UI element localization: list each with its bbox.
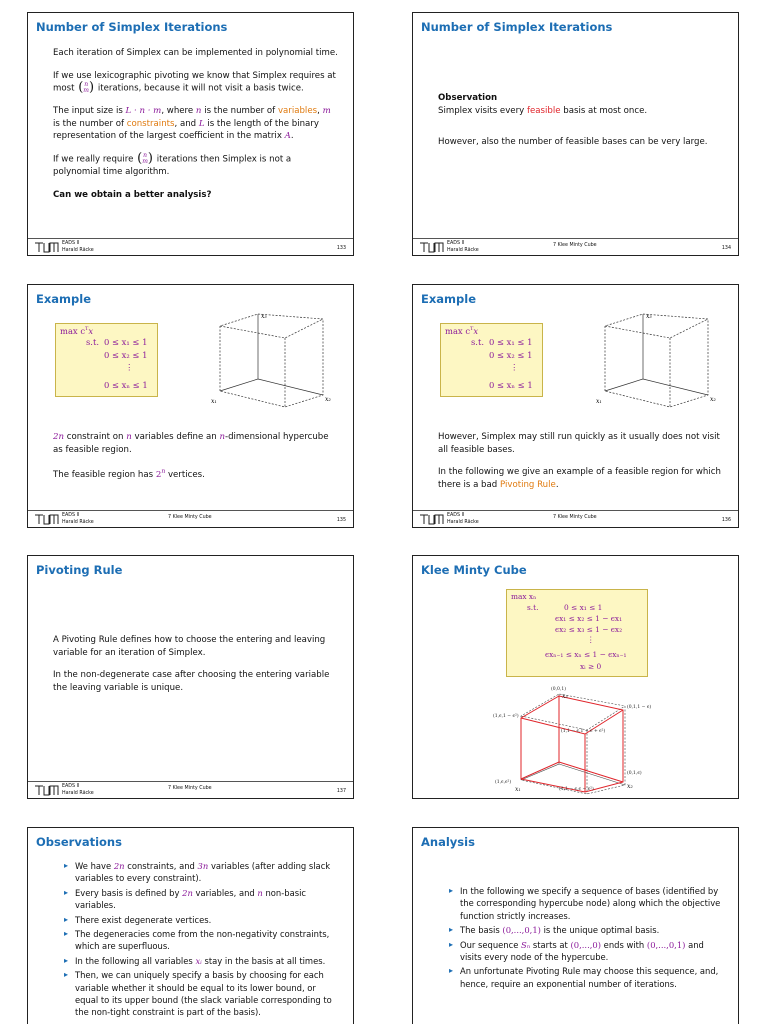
- vertex-label: (0,1,1 − ϵ): [627, 705, 652, 710]
- tum-logo-icon: [34, 514, 60, 525]
- bullet-list: [64, 860, 339, 1019]
- slide-title: Observations: [36, 835, 122, 849]
- slide-footer: [413, 510, 738, 527]
- paragraph: However, Simplex may still run quickly as it usually does not visit all feasible bases.: [438, 432, 720, 455]
- lp-box: max xₙ s.t. 0 ≤ x₁ ≤ 1 ϵx₁ ≤ x₂ ≤ 1 − ϵx₁ ϵx₂ ≤ x₃ ≤ 1 − ϵx₂ ⋮ ϵxₙ₋₁ ≤ xₙ ≤ 1 − ϵxₙ₋₁ xᵢ ≥ 0: [506, 589, 648, 677]
- page-number: 135: [336, 518, 346, 523]
- slide-title: Example: [36, 292, 91, 306]
- slide-134: [412, 12, 739, 256]
- cube-edges: [220, 314, 323, 407]
- hypercube-figure: [208, 309, 338, 409]
- slide-footer: [28, 781, 353, 798]
- binomial-coefficient: (n m): [137, 151, 153, 167]
- list-item: ▸ Then, we can uniquely specify a basis by choosing for each variable whether it should be equal to its lower bound, or equal to its upper bound (the slack variable corresponding to the non-tight constraint is part of the basis).: [64, 969, 339, 1019]
- axis-label-x3: x₃: [261, 313, 267, 320]
- footer-section: 7 Klee Minty Cube: [168, 515, 212, 520]
- vertex-label: (1,ϵ,ϵ²): [495, 780, 512, 785]
- axis-label-x1: x₁: [211, 398, 217, 405]
- axis-label-x2: x₂: [710, 396, 716, 403]
- axis-label-x2: x₂: [627, 783, 633, 790]
- footer-author: Harald Räcke: [62, 519, 94, 525]
- slide-138: [412, 555, 739, 799]
- list-item: ▸ The basis (0,...,0,1) is the unique optimal basis.: [449, 924, 724, 936]
- paragraph: 2n constraint on n variables define an n-dimensional hypercube as feasible region.: [53, 432, 329, 455]
- axis-label-x3: x₃: [562, 693, 568, 700]
- vertex-label: (0,0,1): [551, 687, 566, 692]
- paragraph: In the non-degenerate case after choosing the entering variable the leaving variable is unique.: [53, 670, 330, 693]
- vertex-label: (0,1,ϵ): [627, 771, 642, 776]
- footer-author: Harald Räcke: [62, 790, 94, 796]
- footer-section: 7 Klee Minty Cube: [553, 243, 597, 248]
- page-number: 134: [721, 246, 731, 251]
- slide-title: Number of Simplex Iterations: [421, 20, 613, 34]
- axis-label-x1: x₁: [596, 398, 602, 405]
- slide-body: [53, 431, 339, 492]
- slide-139: [27, 827, 354, 1024]
- list-item: ▸ In the following all variables xᵢ stay in the basis at all times.: [64, 955, 339, 967]
- list-item: ▸ An unfortunate Pivoting Rule may choose this sequence, and, hence, require an exponential number of iterations.: [449, 965, 724, 990]
- list-item: ▸ In the following we specify a sequence of bases (identified by the corresponding hypercube node) along which the objective function strictly increases.: [449, 885, 724, 922]
- paragraph: Each iteration of Simplex can be implemented in polynomial time.: [53, 48, 338, 58]
- lp-box: $\max c^Tx$ s.t. 0 ≤ x₁ ≤ 1 0 ≤ x₂ ≤ 1 ⋮ 0 ≤ xₙ ≤ 1: [55, 323, 158, 397]
- slide-title: Example: [421, 292, 476, 306]
- slide-body: [64, 860, 339, 1021]
- axis-label-x1: x₁: [515, 786, 521, 793]
- paragraph-question: Can we obtain a better analysis?: [53, 189, 212, 200]
- paragraph: The feasible region has 2$^n$ vertices.: [53, 468, 205, 481]
- paragraph: The input size is L · n · m, where n is the number of variables, m is the number of constraints, and L is the length of the binary representation of the largest coefficient in the matrix A.: [53, 106, 331, 142]
- footer-course: EADS II: [62, 241, 80, 246]
- slide-133: [27, 12, 354, 256]
- list-item: ▸ Our sequence Sₙ starts at (0,...,0) ends with (0,...,0,1) and visits every node of the hypercube.: [449, 939, 724, 964]
- paragraph: However, also the number of feasible bases can be very large.: [438, 137, 708, 148]
- footer-course: EADS II: [62, 513, 80, 518]
- slide-body: [53, 47, 339, 211]
- footer-author: Harald Räcke: [62, 247, 94, 253]
- slide-body: [53, 634, 339, 704]
- footer-course: EADS II: [62, 784, 80, 789]
- page-number: 137: [336, 789, 346, 794]
- paragraph: If we use lexicographic pivoting we know that Simplex requires at most (n m) iterations, because it will not visit a basis twice.: [53, 70, 336, 96]
- list-item: ▸ We have 2n constraints, and 3n variables (after adding slack variables to every constraint).: [64, 860, 339, 885]
- cube-edges: [605, 314, 708, 407]
- slide-title: Pivoting Rule: [36, 563, 123, 577]
- page-number: 133: [336, 246, 346, 251]
- slide-135: [27, 284, 354, 528]
- slide-body: [438, 431, 724, 501]
- slide-140: [412, 827, 739, 1024]
- slide-title: Number of Simplex Iterations: [36, 20, 228, 34]
- list-item: ▸ There exist degenerate vertices.: [64, 914, 339, 926]
- binomial-coefficient: (n m): [78, 80, 95, 96]
- bullet-list: [449, 885, 724, 990]
- page-number: 136: [721, 518, 731, 523]
- slide-137: [27, 555, 354, 799]
- cube-axes: [220, 314, 323, 395]
- paragraph: Simplex visits every feasible basis at most once.: [438, 105, 648, 116]
- vertex-label: (1,1 − ϵ,1 − ϵ + ϵ²): [561, 729, 606, 734]
- footer-author: Harald Räcke: [447, 519, 479, 525]
- slide-title: Analysis: [421, 835, 475, 849]
- footer-course: EADS II: [447, 241, 465, 246]
- slide-footer: [28, 238, 353, 255]
- vertex-label: (1,1 − ϵ,ϵ − ϵ²): [559, 787, 594, 792]
- vertex-label: (1,ϵ,1 − ϵ²): [493, 714, 519, 719]
- footer-author: Harald Räcke: [447, 247, 479, 253]
- observation-heading: Observation: [438, 93, 498, 103]
- slide-title: Klee Minty Cube: [421, 563, 527, 577]
- footer-course: EADS II: [447, 513, 465, 518]
- slide-136: [412, 284, 739, 528]
- tum-logo-icon: [34, 242, 60, 253]
- lp-box: $\max c^Tx$ s.t. 0 ≤ x₁ ≤ 1 0 ≤ x₂ ≤ 1 ⋮ 0 ≤ xₙ ≤ 1: [440, 323, 543, 397]
- slide-footer: [28, 510, 353, 527]
- paragraph: In the following we give an example of a feasible region for which there is a bad Pivoting Rule.: [438, 467, 721, 490]
- list-item: ▸ Every basis is defined by 2n variables, and n non-basic variables.: [64, 887, 339, 912]
- slide-body: [438, 92, 724, 159]
- tum-logo-icon: [34, 785, 60, 796]
- tum-logo-icon: [419, 514, 445, 525]
- paragraph: If we really require (n m) iterations then Simplex is not a polynomial time algorithm.: [53, 151, 292, 178]
- axis-label-x2: x₂: [325, 396, 331, 403]
- slide-body: [449, 885, 724, 992]
- cube-axes: [605, 314, 708, 395]
- footer-section: 7 Klee Minty Cube: [553, 515, 597, 520]
- klee-minty-cube-figure: [491, 684, 671, 796]
- red-edges: [521, 696, 623, 792]
- slide-footer: [413, 238, 738, 255]
- tum-logo-icon: [419, 242, 445, 253]
- paragraph: A Pivoting Rule defines how to choose the entering and leaving variable for an iteration of Simplex.: [53, 635, 326, 658]
- footer-section: 7 Klee Minty Cube: [168, 786, 212, 791]
- hypercube-figure: [593, 309, 723, 409]
- axis-label-x3: x₃: [646, 313, 652, 320]
- list-item: ▸ The degeneracies come from the non-negativity constraints, which are superfluous.: [64, 928, 339, 953]
